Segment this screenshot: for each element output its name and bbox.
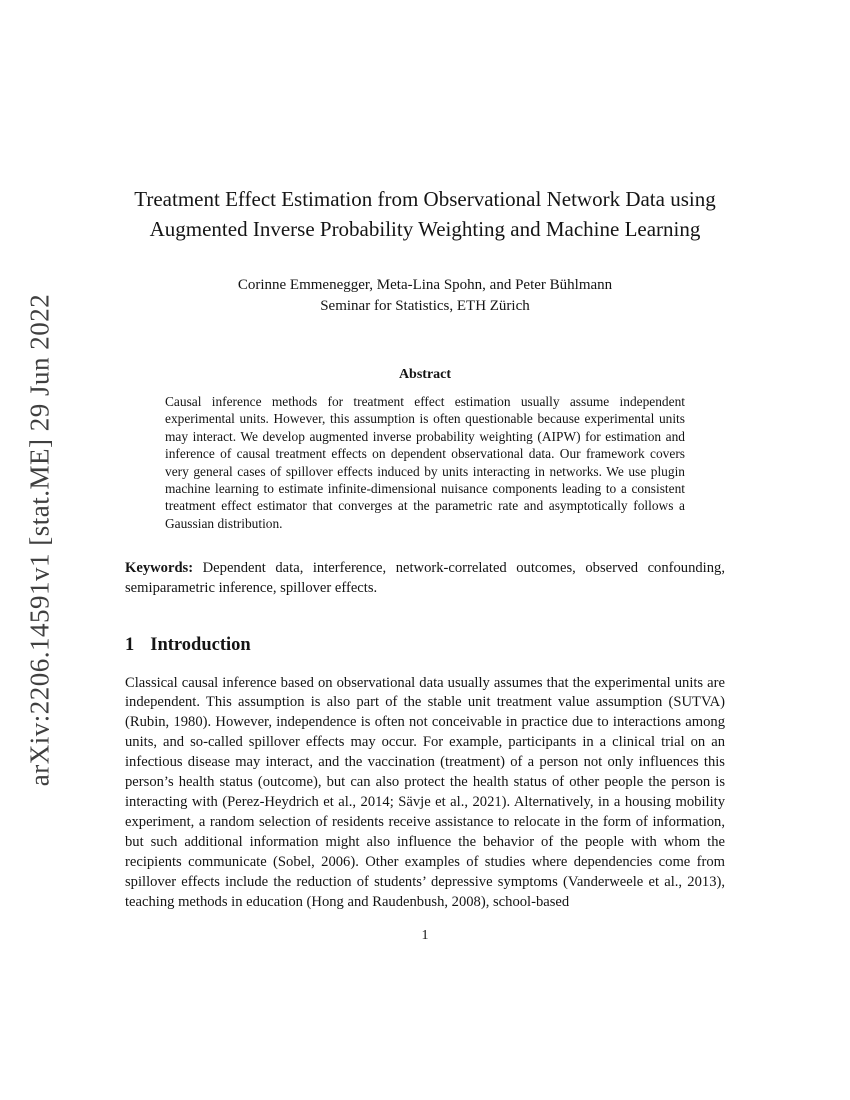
arxiv-watermark: arXiv:2206.14591v1 [stat.ME] 29 Jun 2022 (24, 293, 55, 787)
introduction-paragraph: Classical causal inference based on observational data usually assumes that the experimental units are independent. This assumption is also part of the stable unit treatment value assumption (SUTVA) (Rubin, 1980). However, independence is often not conceivable in practice due to interactions among units, and so-called spillover effects may occur. For example, participants in a clinical trial on an infectious disease may interact, and the vaccination (treatment) of a person not only influences this person’s health status (outcome), but can also protect the health status of other people the person is interacting with (Perez-Heydrich et al., 2014; Sävje et al., 2021). Alternatively, in a housing mobility experiment, a random selection of residents receive assistance to relocate in the form of information, but such additional information might also influence the behavior of the people with whom the recipients communicate (Sobel, 2006). Other examples of studies where dependencies come from spillover effects include the reduction of students’ depressive symptoms (Vanderweele et al., 2013), teaching methods in education (Hong and Raudenbush, 2008), school-based (125, 674, 725, 911)
paper-title: Treatment Effect Estimation from Observational Network Data using Augmented Inverse Probability Weighting and Machine Learning (134, 187, 716, 242)
authors-line: Corinne Emmenegger, Meta-Lina Spohn, and Peter Bühlmann (237, 276, 613, 293)
section-1-title: Introduction (150, 634, 251, 655)
keywords-paragraph (125, 558, 725, 598)
abstract-heading: Abstract (398, 366, 452, 382)
abstract-text: Causal inference methods for treatment effect estimation usually assume independent experimental units. However, this assumption is often questionable because experimental units may interact. We develop augmented inverse probability weighting (AIPW) for estimation and inference of causal treatment effects on dependent observational data. Our framework covers very general cases of spillover effects induced by units interacting in networks. We use plugin machine learning to estimate infinite-dimensional nuisance components leading to a consistent treatment effect estimator that converges at the parametric rate and asymptotically follows a Gaussian distribution. (165, 393, 685, 531)
section-1-heading (125, 635, 725, 656)
authors-block (125, 275, 725, 317)
keywords-text: Dependent data, interference, network-correlated outcomes, observed confounding, semiparametric inference, spillover effects. (125, 560, 725, 597)
section-1-number: 1 (125, 634, 135, 655)
keywords-label: Keywords: (125, 560, 194, 577)
affiliation-line: Seminar for Statistics, ETH Zürich (320, 297, 530, 314)
page-number: 1 (421, 928, 429, 943)
paper-content (125, 0, 725, 913)
